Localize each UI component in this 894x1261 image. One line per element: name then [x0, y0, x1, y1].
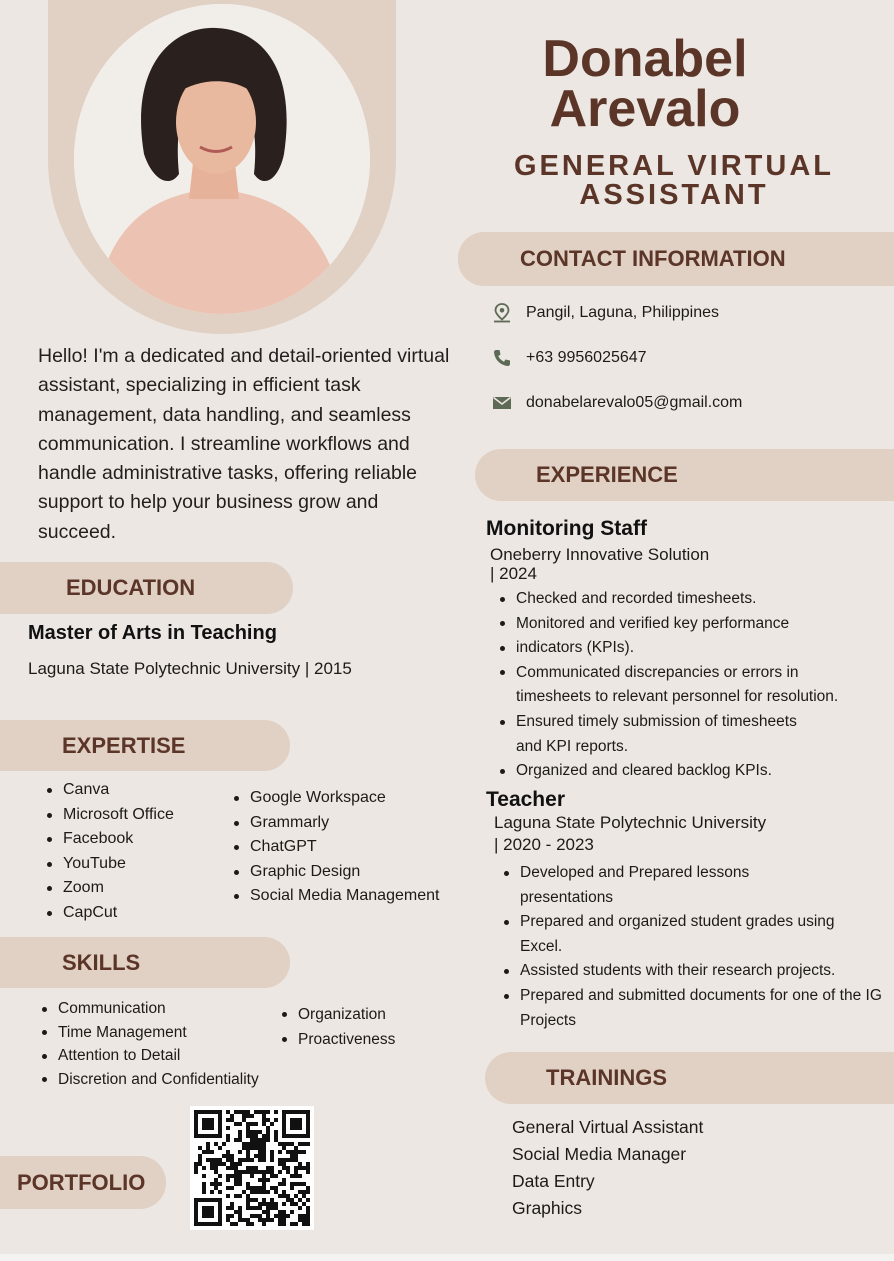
trainings-list: [512, 1114, 703, 1222]
expertise-heading-label: EXPERTISE: [62, 732, 186, 758]
job-1-title: Monitoring Staff: [486, 517, 647, 540]
job-2-duties: [498, 861, 882, 1033]
experience-heading: [475, 449, 894, 501]
expertise-list-1: [41, 778, 174, 926]
list-item: Graphic Design: [228, 860, 439, 885]
skills-heading: [0, 937, 290, 988]
job-2-org: Laguna State Polytechnic University: [494, 813, 767, 832]
education-school: Laguna State Polytechnic University | 2015: [28, 659, 352, 678]
job-1-org: Oneberry Innovative Solution: [490, 545, 710, 564]
trainings-heading: [485, 1052, 894, 1104]
skills-list-1: [36, 997, 259, 1091]
about-paragraph: Hello! I'm a dedicated and detail-oriented virtual assistant, specializing in efficient task management, data handling, and seamless communication. I streamline workflows and handle administrative tasks, offering reliable support to help your business grow and succeed.: [38, 345, 450, 543]
job-title-heading: [490, 152, 858, 210]
trainings-heading-label: TRAININGS: [546, 1065, 667, 1090]
list-item: Facebook: [41, 827, 174, 852]
expertise-heading: [0, 720, 290, 771]
full-name: [500, 30, 790, 138]
list-item: Social Media Management: [228, 884, 439, 909]
list-item: Google Workspace: [228, 786, 439, 811]
contact-heading: [458, 232, 894, 286]
list-item: indicators (KPIs).: [494, 636, 889, 661]
list-item: Prepared and submitted documents for one of the IG Projects: [498, 984, 890, 1033]
portfolio-heading: [0, 1156, 166, 1209]
portfolio-heading-label: PORTFOLIO: [17, 1169, 146, 1195]
list-item: Developed and Prepared lessons presentations: [498, 861, 790, 910]
list-item: Microsoft Office: [41, 803, 174, 828]
contact-heading-label: CONTACT INFORMATION: [520, 246, 786, 271]
qr-code-icon: [190, 1106, 314, 1230]
list-item: Checked and recorded timesheets.: [494, 587, 889, 612]
list-item: Data Entry: [512, 1171, 595, 1191]
skills-heading-label: SKILLS: [62, 949, 141, 975]
list-item: YouTube: [41, 852, 174, 877]
list-item: Time Management: [36, 1021, 259, 1045]
list-item: Canva: [41, 778, 174, 803]
mail-icon: [492, 393, 512, 413]
first-name: Donabel: [542, 30, 748, 88]
list-item: Proactiveness: [276, 1027, 395, 1052]
education-degree: Master of Arts in Teaching: [28, 622, 277, 644]
job-1-years: | 2024: [490, 564, 537, 583]
qr-modules: [194, 1110, 310, 1226]
list-item: CapCut: [41, 901, 174, 926]
list-item: Ensured timely submission of timesheets and KPI reports.: [494, 710, 816, 759]
phone-icon: [492, 348, 512, 368]
list-item: Communication: [36, 997, 259, 1021]
map-pin-icon: [492, 303, 512, 323]
profile-photo: [74, 4, 370, 314]
last-name: Arevalo: [549, 80, 741, 138]
page-edge: [0, 1254, 894, 1261]
phone-text: +63 9956025647: [526, 349, 647, 366]
list-item: Monitored and verified key performance: [494, 612, 889, 637]
job-2-title: Teacher: [486, 788, 565, 811]
list-item: Attention to Detail: [36, 1044, 259, 1068]
list-item: Graphics: [512, 1198, 583, 1218]
title-line-1: GENERAL VIRTUAL: [514, 150, 834, 182]
job-1-duties: [494, 587, 889, 784]
list-item: Grammarly: [228, 811, 439, 836]
list-item: Organized and cleared backlog KPIs.: [494, 759, 889, 784]
list-item: Organization: [276, 1002, 395, 1027]
list-item: Communicated discrepancies or errors in timesheets to relevant personnel for resolution.: [494, 661, 861, 710]
education-heading: [0, 562, 293, 614]
list-item: Zoom: [41, 876, 174, 901]
job-2-years: | 2020 - 2023: [494, 835, 594, 854]
list-item: Assisted students with their research projects.: [498, 959, 878, 984]
title-line-2: ASSISTANT: [579, 179, 769, 211]
profile-photo-illustration: [74, 4, 370, 314]
expertise-list-2: [228, 786, 439, 909]
contact-address: [492, 303, 719, 323]
contact-email: [492, 393, 742, 413]
portfolio-qr-code[interactable]: [190, 1106, 314, 1230]
list-item: General Virtual Assistant: [512, 1117, 704, 1137]
list-item: ChatGPT: [228, 835, 439, 860]
experience-heading-label: EXPERIENCE: [536, 462, 678, 487]
contact-phone: [492, 348, 647, 368]
list-item: Discretion and Confidentiality: [36, 1068, 259, 1092]
list-item: Prepared and organized student grades using Excel.: [498, 910, 880, 959]
skills-list-2: [276, 1002, 395, 1052]
email-text: donabelarevalo05@gmail.com: [526, 394, 743, 411]
address-text: Pangil, Laguna, Philippines: [526, 304, 720, 321]
education-heading-label: EDUCATION: [66, 575, 196, 600]
list-item: Social Media Manager: [512, 1144, 687, 1164]
